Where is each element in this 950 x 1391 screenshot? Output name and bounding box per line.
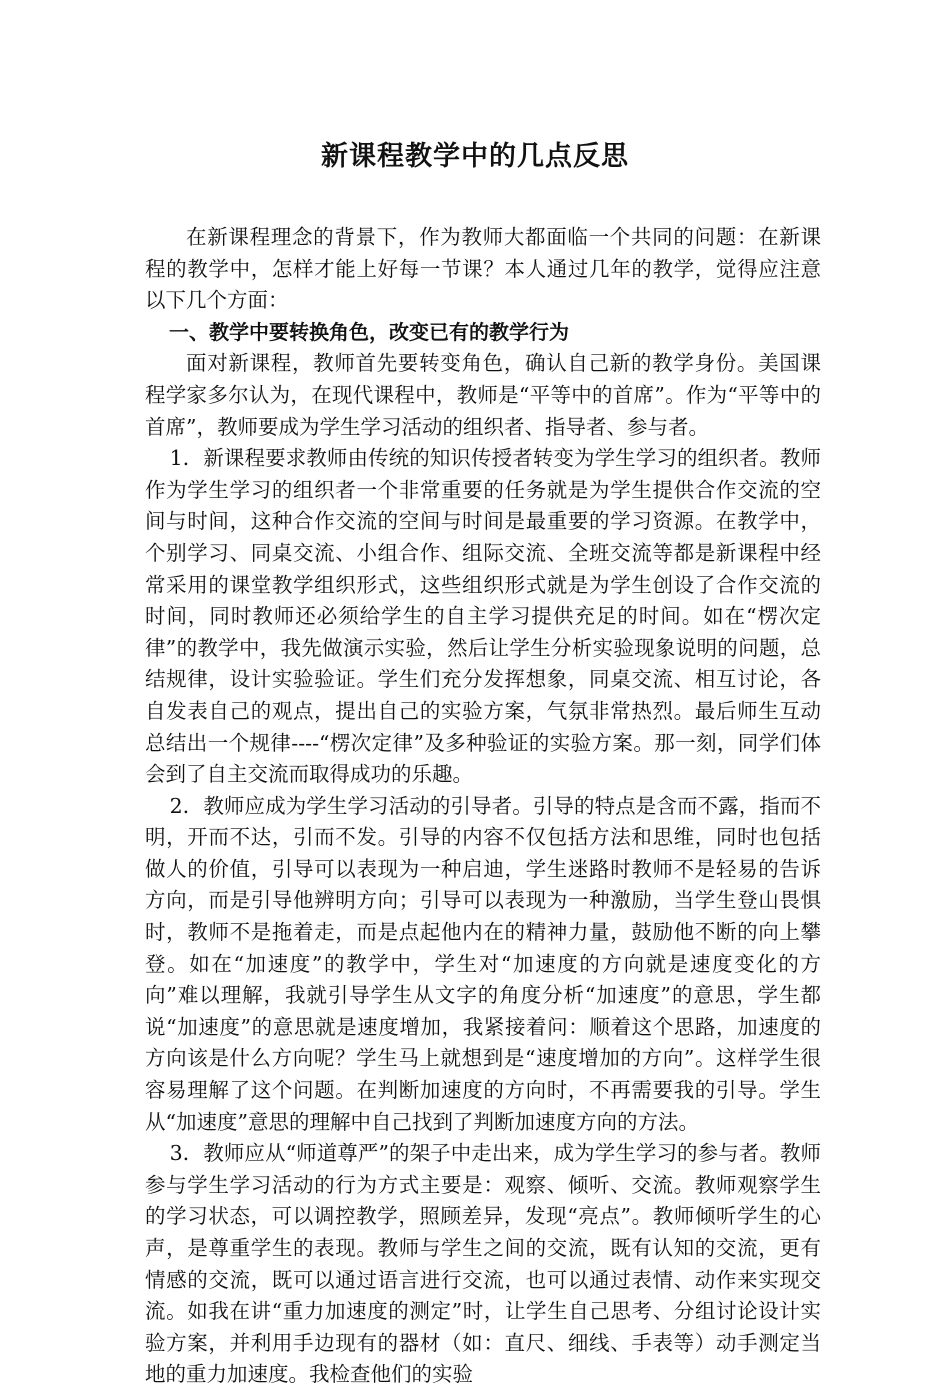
point-3-paragraph: 3．教师应从“师道尊严”的架子中走出来，成为学生学习的参与者。教师参与学生学习活动的行为方式主要是：观察、倾听、交流。教师观察学生的学习状态，可以调控教学，照顾差异，发现“亮点”。教师倾听学生的心声，是尊重学生的表现。教师与学生之间的交流，既有认知的交流，更有情感的交流，既可以通过语言进行交流，也可以通过表情、动作来实现交流。如我在讲“重力加速度的测定”时，让学生自己思考、分组讨论设计实验方案，并利用手边现有的器材（如：直尺、细线、手表等）动手测定当地的重力加速度。我检查他们的实验 <box>145 1141 821 1387</box>
document-body <box>145 222 821 1391</box>
section-intro-paragraph: 面对新课程，教师首先要转变角色，确认自己新的教学身份。美国课程学家多尔认为，在现代课程中，教师是“平等中的首席”。作为“平等中的首席”，教师要成为学生学习活动的组织者、指导者、参与者。 <box>145 351 821 439</box>
document-title: 新课程教学中的几点反思 <box>321 141 629 172</box>
point-2-paragraph: 2．教师应成为学生学习活动的引导者。引导的特点是含而不露，指而不明，开而不达，引而不发。引导的内容不仅包括方法和思维，同时也包括做人的价值，引导可以表现为一种启迪，学生迷路时教师不是轻易的告诉方向，而是引导他辨明方向；引导可以表现为一种激励，当学生登山畏惧时，教师不是拖着走，而是点起他内在的精神力量，鼓励他不断的向上攀登。如在“加速度”的教学中，学生对“加速度的方向就是速度变化的方向”难以理解，我就引导学生从文字的角度分析“加速度”的意思，学生都说“加速度”的意思就是速度增加，我紧接着问：顺着这个思路，加速度的方向该是什么方向呢？学生马上就想到是“速度增加的方向”。这样学生很容易理解了这个问题。在判断加速度的方向时，不再需要我的引导。学生从“加速度”意思的理解中自己找到了判断加速度方向的方法。 <box>145 793 821 1134</box>
section-heading: 一、教学中要转换角色，改变已有的教学行为 <box>169 319 569 344</box>
point-1-paragraph: 1．新课程要求教师由传统的知识传授者转变为学生学习的组织者。教师作为学生学习的组织者一个非常重要的任务就是为学生提供合作交流的空间与时间，这种合作交流的空间与时间是最重要的学习资源。在教学中，个别学习、同桌交流、小组合作、组际交流、全班交流等都是新课程中经常采用的课堂教学组织形式，这些组织形式就是为学生创设了合作交流的时间，同时教师还必须给学生的自主学习提供充足的时间。如在“楞次定律”的教学中，我先做演示实验，然后让学生分析实验现象说明的问题，总结规律，设计实验验证。学生们充分发挥想象，同桌交流、相互讨论，各自发表自己的观点，提出自己的实验方案，气氛非常热烈。最后师生互动总结出一个规律----“楞次定律”及多种验证的实验方案。那一刻，同学们体会到了自主交流而取得成功的乐趣。 <box>145 446 821 787</box>
intro-paragraph: 在新课程理念的背景下，作为教师大都面临一个共同的问题：在新课程的教学中，怎样才能上好每一节课？本人通过几年的教学，觉得应注意以下几个方面： <box>145 225 821 313</box>
